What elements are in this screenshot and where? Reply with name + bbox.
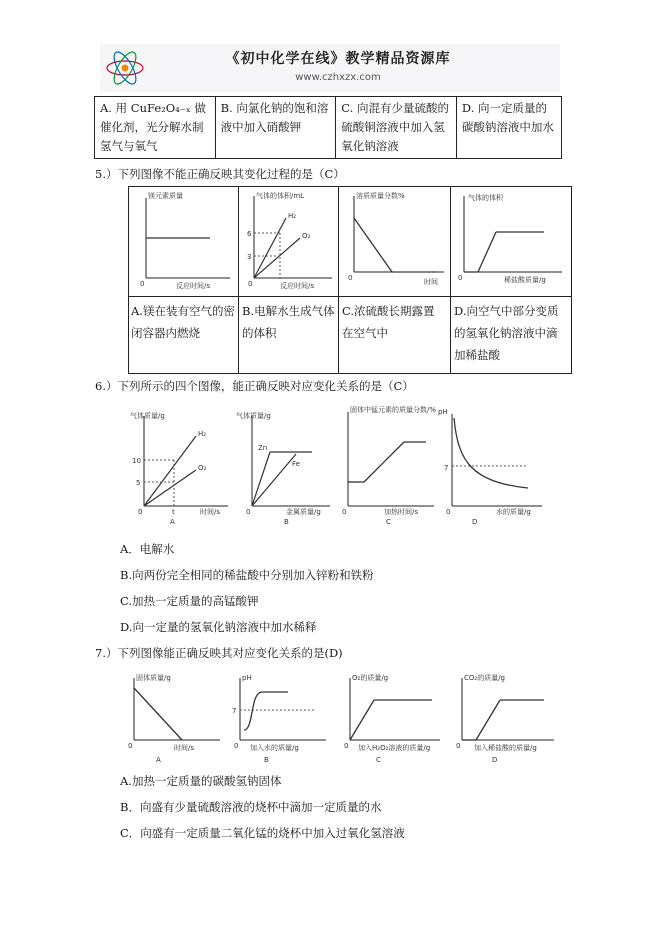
q7-option-c: C．向盛有一定质量二氧化锰的烧杯中加入过氧化氢溶液 [120, 826, 405, 840]
y-label: 固体质量/g [136, 674, 171, 682]
y-label: 固体中锰元素的质量分数/% [350, 406, 437, 414]
graph-letter: C [376, 756, 381, 764]
tick-t: t [172, 508, 175, 516]
q5-graph-a [130, 188, 236, 292]
rising-line [350, 700, 374, 740]
q6-option-d: D.向一定量的氢氧化钠溶液中加水稀释 [120, 620, 317, 634]
x-label: 加入水的质量/g [250, 744, 299, 752]
origin-label: 0 [458, 274, 463, 282]
q6-question: 6.）下列所示的四个图像，能正确反映对应变化关系的是（C） [95, 379, 414, 393]
q5-col-divider-2 [338, 186, 339, 373]
tick-3: 3 [247, 253, 252, 261]
graph-letter: C [386, 518, 391, 526]
x-label: 反应时间/s [176, 282, 211, 290]
x-label: 时间/s [174, 744, 195, 752]
x-label: 金属质量/g [286, 508, 321, 516]
graph-letter: B [284, 518, 289, 526]
graph-letter: A [156, 756, 161, 764]
q6-option-b: B.向两份完全相同的稀盐酸中分别加入锌粉和铁粉 [120, 568, 374, 582]
y-label: 气体质量/g [236, 412, 271, 420]
tick-5: 5 [136, 479, 141, 487]
origin-label: 0 [140, 280, 145, 288]
graph-letter: B [264, 756, 269, 764]
q5-graph-b [240, 188, 336, 292]
q5-option-a: A.镁在装有空气的密闭容器内燃烧 [131, 304, 235, 340]
tick-7: 7 [444, 464, 449, 472]
fe-line [252, 454, 296, 506]
origin-label: 0 [138, 508, 143, 516]
q4-option-d: D. 向一定质量的碳酸钠溶液中加水 [456, 97, 561, 159]
q6-option-a: A．电解水 [120, 542, 175, 556]
y-label: 溶质质量分数% [356, 192, 405, 200]
q7-graph-c [336, 670, 444, 766]
origin-label: 0 [446, 508, 451, 516]
q5-option-d: D.向空气中部分变质的氢氧化钠溶液中滴加稀盐酸 [454, 304, 559, 362]
h2-line [144, 436, 196, 506]
zn-line [252, 452, 270, 506]
q7-option-b: B．向盛有少量硫酸溶液的烧杯中滴加一定质量的水 [120, 800, 382, 814]
o2-label: O₂ [302, 232, 311, 240]
q5-graph-c [340, 188, 448, 292]
q4-option-a: A. 用 CuFe₂O₄₋ₓ 做催化剂，光分解水制氢气与氧气 [95, 97, 216, 159]
o2-line [144, 470, 196, 506]
h2-line [254, 218, 286, 278]
tick-6: 6 [247, 230, 252, 238]
origin-label: 0 [348, 274, 353, 282]
y-label: 气体的体积 [468, 194, 503, 202]
graph-letter: D [472, 518, 478, 526]
graph-letter: A [170, 518, 175, 526]
fe-label: Fe [292, 460, 300, 468]
origin-label: 0 [344, 742, 349, 750]
origin-label: 0 [234, 742, 239, 750]
x-label: 反应时间/s [280, 282, 315, 290]
q6-graph-d [432, 402, 548, 526]
origin-label: 0 [248, 280, 253, 288]
rising-line [476, 700, 500, 740]
y-label: CO₂的质量/g [464, 674, 506, 682]
graph-letter: D [492, 756, 498, 764]
y-label: pH [242, 674, 252, 682]
q5-option-b: B.电解水生成气体的体积 [242, 304, 335, 340]
h2-label: H₂ [198, 430, 207, 438]
x-label: 加入H₂O₂溶液的质量/g [358, 744, 431, 752]
x-label: 时间 [424, 278, 438, 286]
y-label: 气体的体积/mL [256, 192, 305, 200]
data-line [354, 218, 392, 272]
origin-label: 0 [128, 742, 133, 750]
y-label: O₂的质量/g [352, 674, 389, 682]
origin-label: 0 [342, 508, 347, 516]
q6-graph-b [226, 402, 336, 526]
q4-options-table [94, 96, 562, 159]
q5-col-divider-1 [238, 186, 239, 373]
o2-label: O₂ [198, 464, 207, 472]
q5-question: 5.）下列图像不能正确反映其变化过程的是（C） [95, 167, 345, 181]
y-label: 气体质量/g [130, 412, 165, 420]
banner-url[interactable]: www.czhxzx.com [295, 72, 381, 83]
y-label: 镁元素质量 [148, 192, 183, 200]
origin-label: 0 [456, 742, 461, 750]
q4-option-c: C. 向混有少量硫酸的硫酸铜溶液中加入氢氧化钠溶液 [336, 97, 457, 159]
rising-line [364, 442, 404, 482]
x-label: 加热时间/s [384, 508, 419, 516]
q5-col-divider-3 [450, 186, 451, 373]
h2-label: H₂ [288, 212, 297, 220]
tick-7: 7 [232, 707, 237, 715]
q4-option-b: B. 向氯化钠的饱和溶液中加入硝酸钾 [215, 97, 336, 159]
origin-label: 0 [246, 508, 251, 516]
x-label: 稀盐酸质量/g [504, 276, 546, 284]
q5-option-c: C.浓硫酸长期露置在空气中 [342, 304, 435, 340]
y-label: pH [438, 408, 448, 416]
x-label: 加入稀盐酸的质量/g [474, 744, 537, 752]
q7-graph-a [120, 670, 224, 766]
data-line [134, 688, 182, 740]
q5-table-divider [128, 296, 571, 297]
rising-line [478, 232, 496, 272]
q6-option-c: C.加热一定质量的高锰酸钾 [120, 594, 259, 608]
q7-graph-d [448, 670, 558, 766]
q7-question: 7.）下列图像能正确反映其对应变化关系的是(D) [95, 646, 343, 660]
tick-10: 10 [132, 457, 141, 465]
o2-line [254, 238, 300, 278]
zn-label: Zn [258, 444, 268, 452]
q6-graph-c [330, 402, 438, 526]
banner-title: 《初中化学在线》教学精品资源库 [225, 51, 451, 67]
q7-graph-b [226, 670, 330, 766]
x-label: 水的质量/g [496, 508, 531, 516]
q6-graph-a [112, 402, 232, 526]
ph-curve [244, 692, 288, 730]
q7-option-a: A.加热一定质量的碳酸氢钠固体 [120, 774, 282, 788]
ph-curve [454, 418, 528, 488]
x-label: 时间/s [200, 508, 221, 516]
q5-graph-d [452, 188, 568, 292]
